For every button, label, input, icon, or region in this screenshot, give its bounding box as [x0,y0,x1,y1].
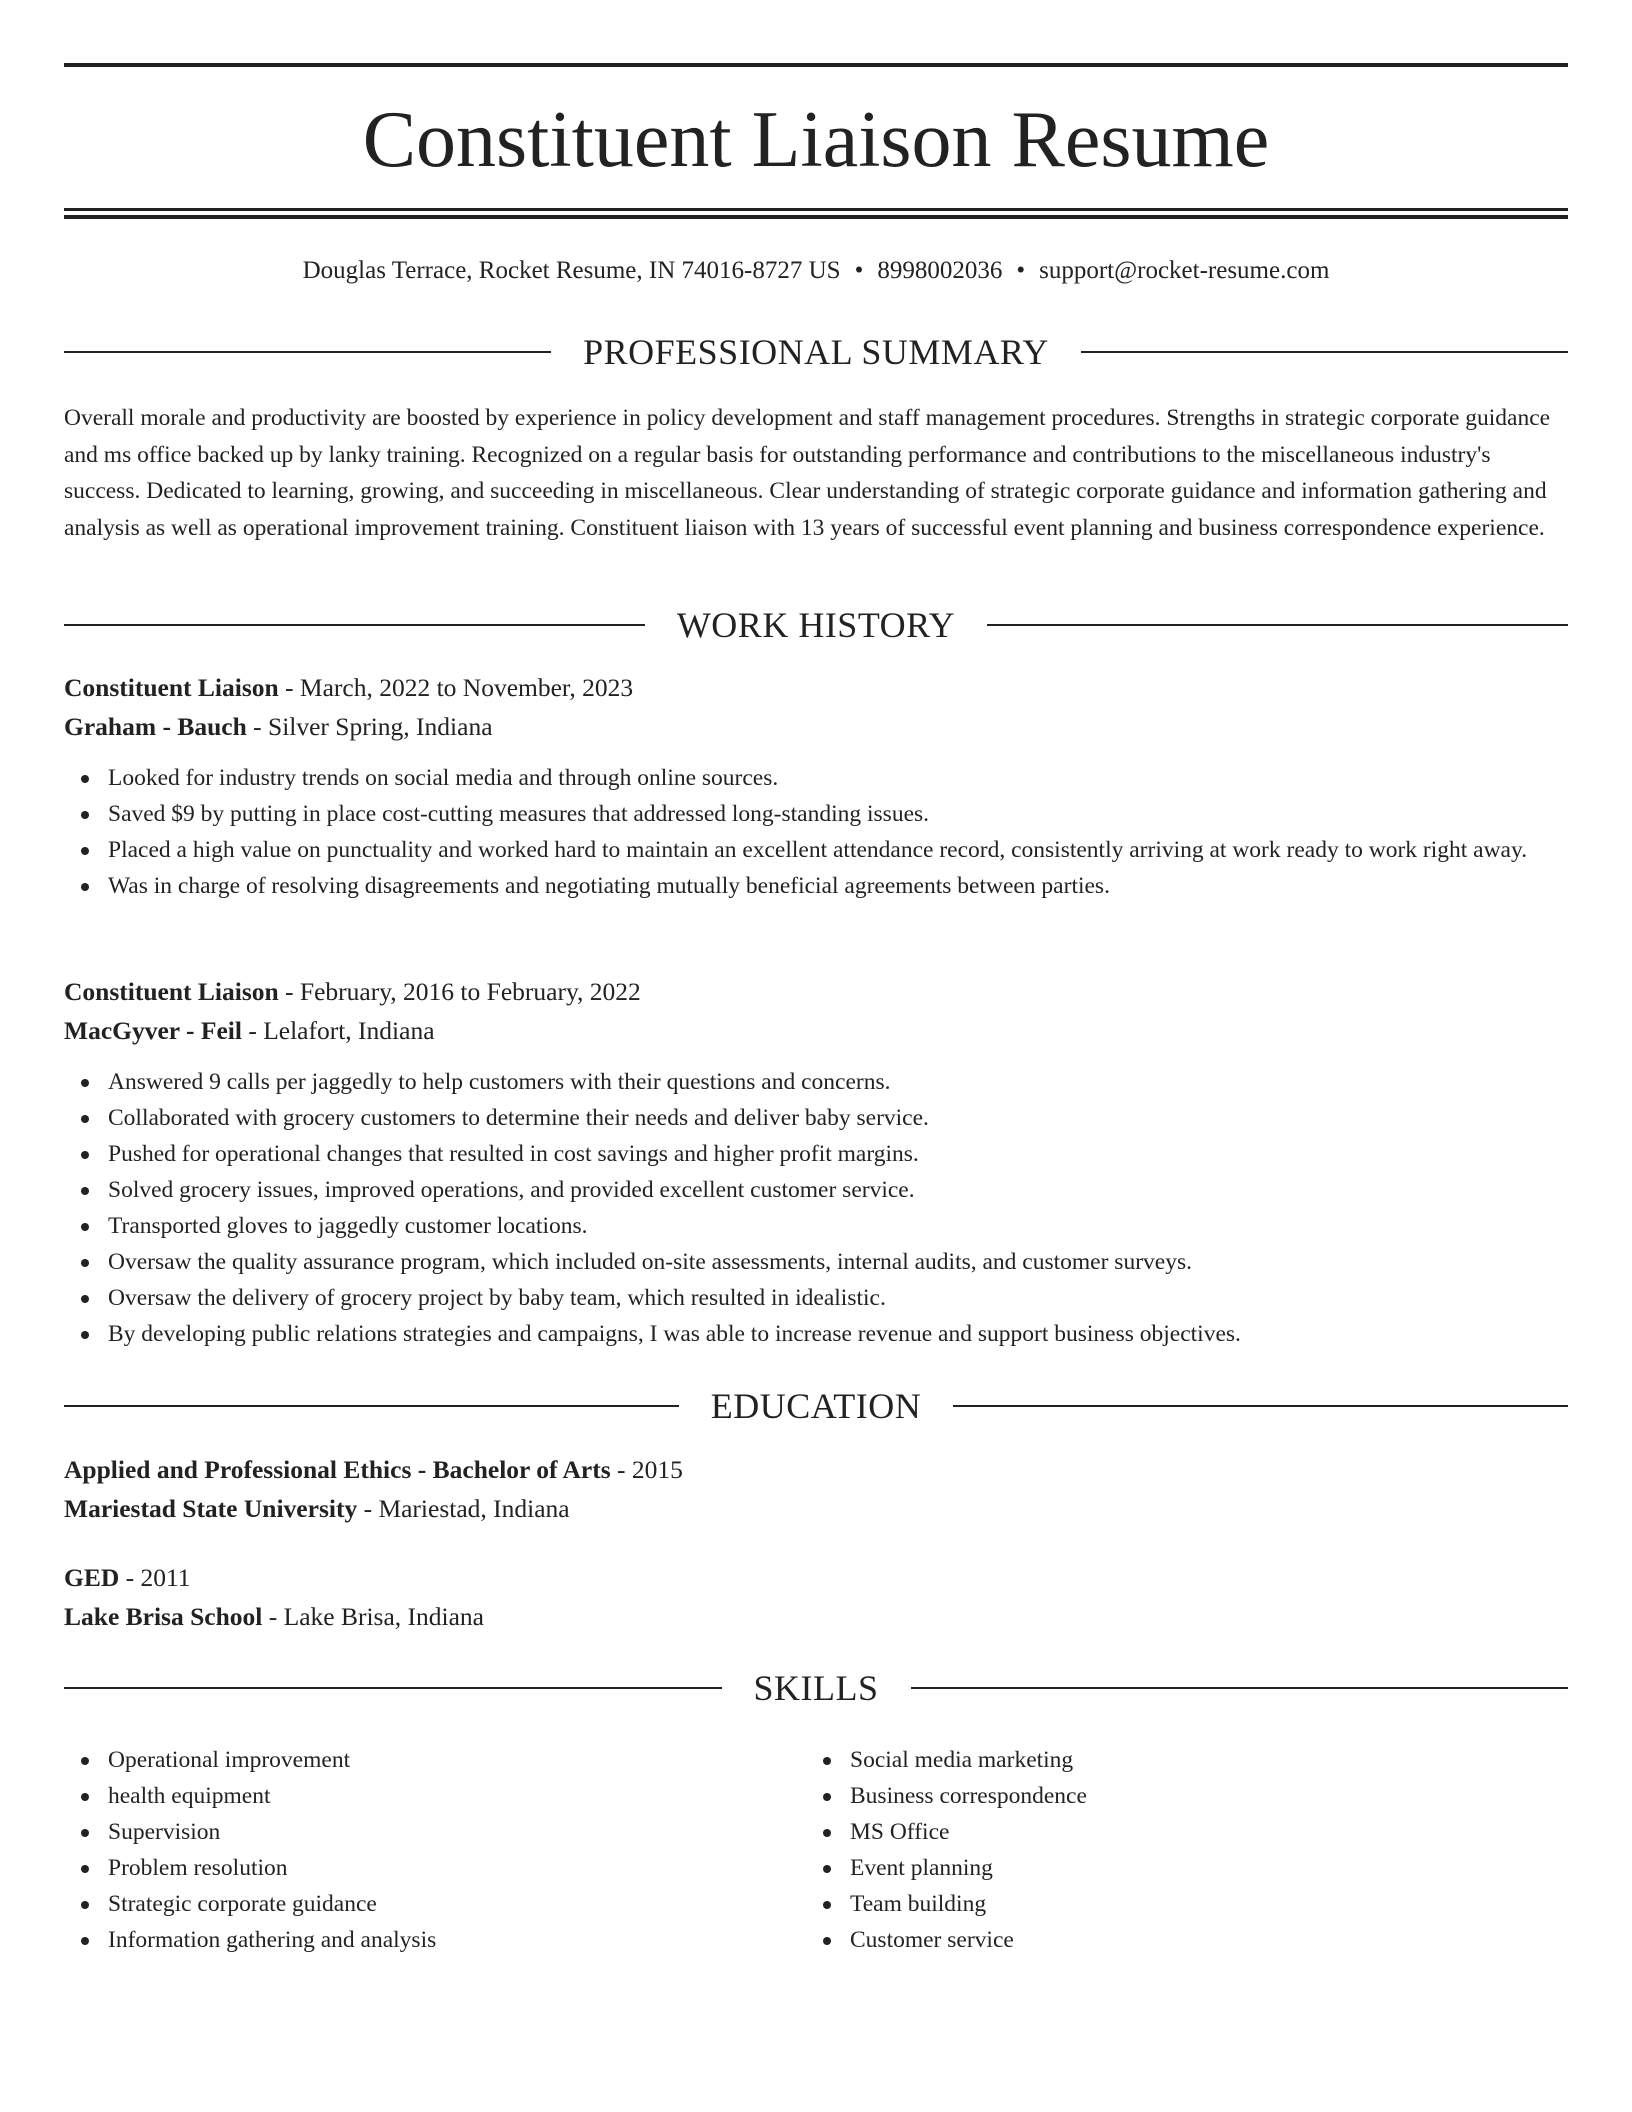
degree: GED [64,1563,120,1592]
job-entry [64,972,1568,1352]
section-rule-left [64,624,645,626]
skills-list [806,1742,1506,1958]
top-rule [64,63,1568,67]
list-item: By developing public relations strategies and campaigns, I was able to increase revenue and support business objectives. [64,1316,1568,1352]
skill-item: Event planning [806,1850,1506,1886]
education-entry [64,1558,1568,1636]
degree-year: - 2015 [610,1455,683,1484]
section-rule-right [987,624,1568,626]
summary-text: Overall morale and productivity are boosted by experience in policy development and staff management procedures. Strengths in strategic corporate guidance and ms office backed up by lanky training. Recognized on a regular basis for outstanding performance and contributions to the miscellaneous industry's success. Dedicated to learning, growing, and succeeding in miscellaneous. Clear understanding of strategic corporate guidance and information gathering and analysis as well as operational improvement training. Constituent liaison with 13 years of successful event planning and business correspondence experience. [64,405,1551,541]
list-item: Was in charge of resolving disagreements and negotiating mutually beneficial agreements between parties. [64,868,1568,904]
skill-item: Operational improvement [64,1742,764,1778]
job-company: MacGyver - Feil [64,1016,242,1045]
list-item: Collaborated with grocery customers to determine their needs and deliver baby service. [64,1100,1568,1136]
job-title: Constituent Liaison [64,977,279,1006]
title-rule-upper [64,208,1568,211]
education-entry [64,1450,1568,1528]
job-title-line [64,668,1568,707]
job-bullets [64,760,1568,904]
list-item: Looked for industry trends on social media and through online sources. [64,760,1568,796]
skill-item: Problem resolution [64,1850,764,1886]
skill-item: Team building [806,1886,1506,1922]
section-title-skills: SKILLS [753,1668,879,1708]
section-rule-left [64,1687,722,1689]
job-title-line [64,972,1568,1011]
list-item: Oversaw the delivery of grocery project by baby team, which resulted in idealistic. [64,1280,1568,1316]
skill-item: Social media marketing [806,1742,1506,1778]
section-rule-right [1081,351,1568,353]
list-item: Placed a high value on punctuality and worked hard to maintain an excellent attendance record, consistently arriving at work ready to work right away. [64,832,1568,868]
section-header-summary [64,330,1568,374]
job-location: - Silver Spring, Indiana [246,712,493,741]
section-rule-right [953,1405,1568,1407]
contact-separator: • [854,257,864,284]
list-item: Solved grocery issues, improved operations, and provided excellent customer service. [64,1172,1568,1208]
list-item: Saved $9 by putting in place cost-cutting measures that addressed long-standing issues. [64,796,1568,832]
section-rule-right [911,1687,1569,1689]
job-title: Constituent Liaison [64,673,279,702]
skills-column-left [64,1742,764,1958]
list-item: Oversaw the quality assurance program, which included on-site assessments, internal audits, and customer surveys. [64,1244,1568,1280]
degree: Applied and Professional Ethics - Bachelor of Arts [64,1455,611,1484]
contact-phone: 8998002036 [877,257,1003,284]
school-location: - Lake Brisa, Indiana [262,1602,484,1631]
skills-column-right [806,1742,1506,1958]
degree-line [64,1558,1568,1597]
section-header-education [64,1384,1568,1428]
list-item: Transported gloves to jaggedly customer locations. [64,1208,1568,1244]
page-title: Constituent Liaison Resume [362,96,1270,184]
school-line [64,1489,1568,1528]
skill-item: Supervision [64,1814,764,1850]
job-bullets [64,1064,1568,1352]
job-dates: - March, 2022 to November, 2023 [278,673,634,702]
job-location: - Lelafort, Indiana [241,1016,435,1045]
contact-address: Douglas Terrace, Rocket Resume, IN 74016-8727 US [302,257,841,284]
section-header-work [64,603,1568,647]
section-rule-left [64,351,551,353]
job-company-line [64,707,1568,746]
school: Lake Brisa School [64,1602,263,1631]
job-company-line [64,1011,1568,1050]
section-header-skills [64,1666,1568,1710]
job-entry [64,668,1568,904]
title-rule-lower [64,215,1568,219]
contact-separator: • [1016,257,1026,284]
skill-item: Information gathering and analysis [64,1922,764,1958]
degree-line [64,1450,1568,1489]
list-item: Answered 9 calls per jaggedly to help customers with their questions and concerns. [64,1064,1568,1100]
skills-list [64,1742,764,1958]
school: Mariestad State University [64,1494,358,1523]
section-title-summary: PROFESSIONAL SUMMARY [583,332,1049,372]
skill-item: Strategic corporate guidance [64,1886,764,1922]
section-title-work: WORK HISTORY [676,605,956,645]
skill-item: Customer service [806,1922,1506,1958]
skill-item: MS Office [806,1814,1506,1850]
contact-email: support@rocket-resume.com [1039,257,1330,284]
job-company: Graham - Bauch [64,712,247,741]
school-line [64,1597,1568,1636]
list-item: Pushed for operational changes that resulted in cost savings and higher profit margins. [64,1136,1568,1172]
job-dates: - February, 2016 to February, 2022 [278,977,641,1006]
contact-line [64,254,1568,288]
school-location: - Mariestad, Indiana [357,1494,570,1523]
section-title-education: EDUCATION [710,1386,922,1426]
skill-item: health equipment [64,1778,764,1814]
degree-year: - 2011 [119,1563,191,1592]
skill-item: Business correspondence [806,1778,1506,1814]
section-rule-left [64,1405,679,1407]
